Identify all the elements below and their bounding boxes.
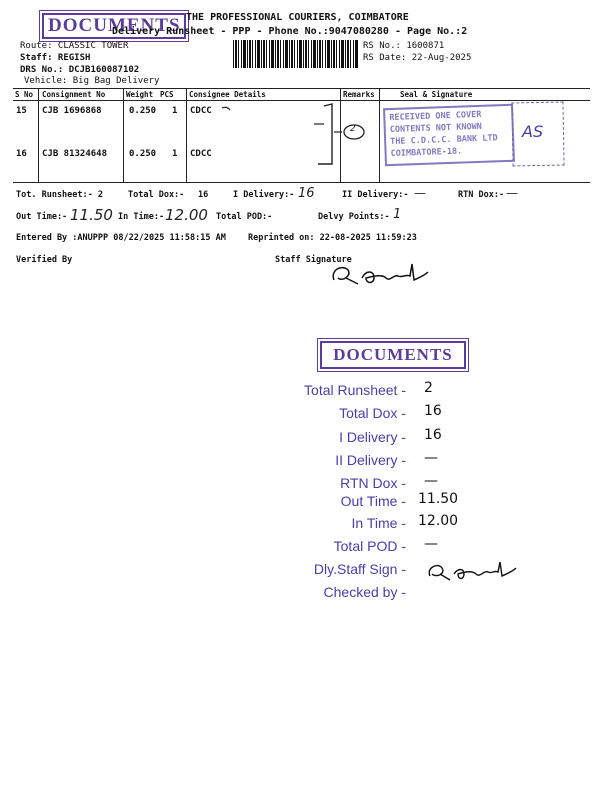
- summary-i-delivery-label: I Delivery -: [339, 429, 406, 445]
- seal-line: COIMBATORE-18.: [390, 146, 463, 160]
- verified-by: Verified By: [16, 255, 73, 265]
- seal-line: CONTENTS NOT KNOWN: [389, 121, 483, 136]
- col-header-pcs: PCS: [160, 90, 174, 99]
- drs-text: DRS No.: DCJB160087102: [20, 65, 140, 75]
- col-header-consignment: Consignment No: [42, 90, 106, 99]
- remark-mark: 2: [350, 124, 356, 134]
- rtn-dox-label: RTN Dox:-: [458, 190, 505, 200]
- company-name: THE PROFESSIONAL COURIERS, COIMBATORE: [186, 12, 409, 23]
- summary-ii-delivery-value: —: [424, 450, 438, 466]
- col-header-sno: S No: [15, 90, 34, 99]
- row-16-pcs: 1: [172, 149, 178, 159]
- col-divider: [38, 88, 39, 182]
- summary-total-dox-label: Total Dox -: [339, 405, 406, 421]
- entered-by: Entered By :ANUPPP 08/22/2025 11:58:15 AM: [16, 233, 226, 243]
- summary-total-runsheet-label: Total Runsheet -: [304, 382, 406, 398]
- out-time-label: Out Time:-: [16, 212, 68, 222]
- seal-line: RECEIVED ONE COVER: [389, 109, 482, 124]
- col-divider: [123, 88, 124, 182]
- vehicle-text: Vehicle: Big Bag Delivery: [24, 76, 160, 86]
- summary-ii-delivery-label: II Delivery -: [335, 452, 406, 468]
- row-15-consignee: CDCC: [190, 106, 212, 116]
- table-top-border: [13, 88, 590, 89]
- summary-out-time-label: Out Time -: [340, 493, 406, 509]
- table-bottom-border: [13, 182, 590, 183]
- summary-staff-sign-label: Dly.Staff Sign -: [313, 561, 406, 577]
- row-16-weight: 0.250: [129, 149, 157, 159]
- row-16-consignee: CDCC: [190, 149, 212, 159]
- summary-documents-stamp: DOCUMENTS: [320, 341, 466, 369]
- in-time-value: 12.00: [165, 206, 208, 224]
- staff-signature-label: Staff Signature: [275, 255, 352, 265]
- summary-total-runsheet-value: 2: [424, 380, 433, 396]
- row-16-sno: 16: [16, 149, 27, 159]
- row-15-consignment: CJB 1696868: [42, 106, 102, 116]
- row-16-consignment: CJB 81324648: [42, 149, 108, 159]
- tot-runsheet: Tot. Runsheet:- 2: [16, 190, 103, 200]
- barcode-image: [233, 40, 359, 68]
- total-dox-label: Total Dox:-: [128, 190, 185, 200]
- summary-i-delivery-value: 16: [424, 427, 442, 443]
- delvy-points-label: Delvy Points:-: [318, 212, 390, 222]
- staff-signature-image: [328, 256, 438, 290]
- handwritten-bracket: [214, 100, 374, 172]
- col-header-weight: Weight: [126, 90, 154, 99]
- summary-staff-signature-image: [424, 556, 520, 586]
- summary-total-pod-value: —: [424, 536, 438, 552]
- runsheet-title: Delivery Runsheet - PPP - Phone No.:9047080280 - Page No.:2: [112, 26, 468, 37]
- total-pod-label: Total POD:-: [216, 212, 273, 222]
- staff-text: Staff: REGISH: [20, 53, 91, 63]
- summary-rtn-dox-label: RTN Dox -: [340, 475, 406, 491]
- documents-stamp: DOCUMENTS: [42, 13, 186, 39]
- summary-in-time-label: In Time -: [351, 515, 406, 531]
- col-divider: [186, 88, 187, 182]
- col-header-consignee: Consignee Details: [189, 90, 266, 99]
- rtn-dox-value: —: [506, 186, 518, 200]
- summary-checked-by-label: Checked by -: [323, 584, 406, 600]
- row-15-pcs: 1: [172, 106, 178, 116]
- delvy-points-value: 1: [393, 207, 402, 222]
- summary-total-dox-value: 16: [424, 403, 442, 419]
- summary-total-pod-label: Total POD -: [333, 538, 406, 554]
- col-header-seal: Seal & Signature: [400, 90, 473, 99]
- col-divider: [379, 88, 380, 182]
- ii-delivery-label: II Delivery:-: [342, 190, 409, 200]
- i-delivery-value: 16: [298, 186, 315, 201]
- route-text: Route: CLASSIC TOWER: [20, 41, 129, 51]
- in-time-label: In Time:-: [118, 212, 165, 222]
- rs-date: RS Date: 22-Aug-2025: [363, 53, 472, 63]
- ii-delivery-value: —: [414, 186, 426, 200]
- reprinted-on: Reprinted on: 22-08-2025 11:59:23: [248, 233, 417, 243]
- col-header-remarks: Remarks: [343, 90, 375, 99]
- row-15-sno: 15: [16, 106, 27, 116]
- total-dox-value: 16: [198, 190, 209, 200]
- out-time-value: 11.50: [70, 206, 113, 224]
- i-delivery-label: I Delivery:-: [233, 190, 295, 200]
- rs-number: RS No.: 1600871: [363, 41, 445, 51]
- summary-in-time-value: 12.00: [418, 513, 459, 529]
- summary-out-time-value: 11.50: [418, 491, 459, 507]
- summary-rtn-dox-value: —: [424, 473, 438, 489]
- seal-line: THE C.D.C.C. BANK LTD: [390, 133, 498, 148]
- received-seal-stamp: [383, 104, 515, 167]
- row-15-weight: 0.250: [129, 106, 157, 116]
- seal-initials: AS: [522, 122, 544, 141]
